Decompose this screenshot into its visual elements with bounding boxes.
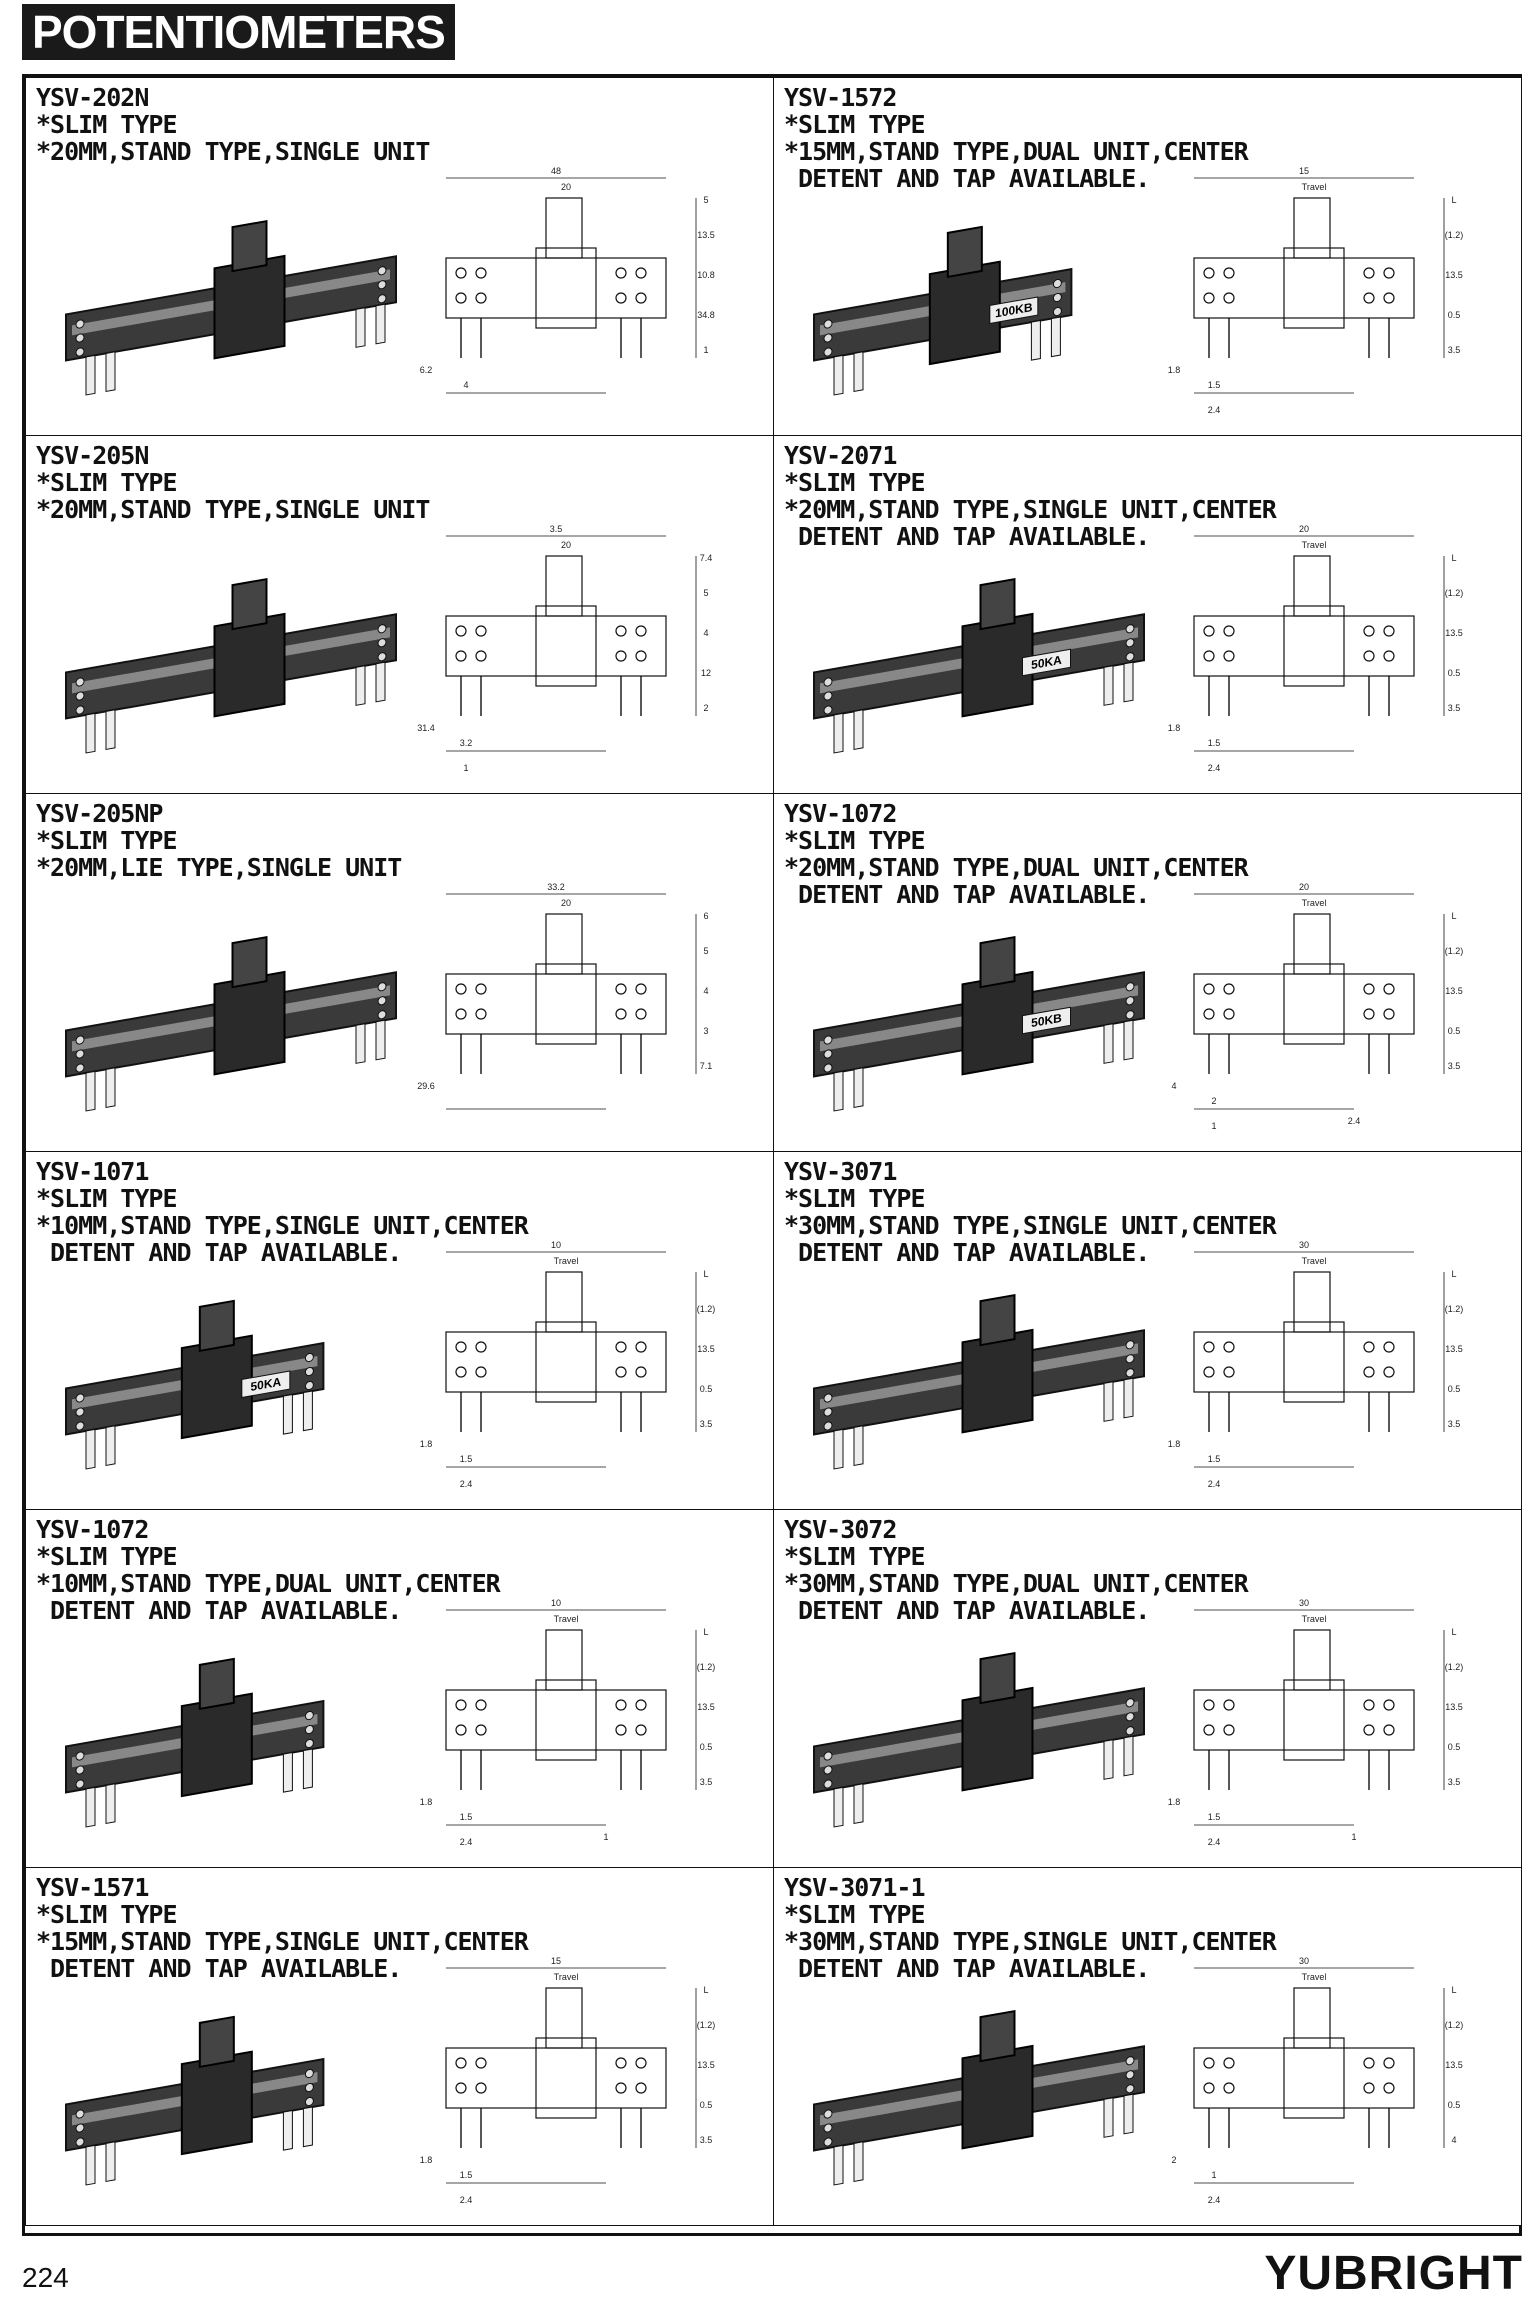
product-description — [36, 1158, 528, 1266]
dimension-label: 5 — [703, 588, 709, 598]
product-description — [36, 800, 401, 881]
dimension-label: (1.2) — [1444, 1304, 1464, 1314]
dimension-label: 2.4 — [1347, 1116, 1361, 1126]
dimension-label: 1.5 — [459, 2170, 473, 2180]
product-photo — [46, 1998, 426, 2198]
product-type: *SLIM TYPE — [36, 1900, 177, 1929]
dimension-label: 13.5 — [697, 1702, 715, 1712]
product-model: YSV-1572 — [784, 83, 897, 112]
dimension-label: 13.5 — [1445, 270, 1463, 280]
dimension-label: Travel — [553, 1972, 579, 1982]
dimension-label: 0.5 — [699, 1742, 713, 1752]
dimension-label: 29.6 — [417, 1081, 435, 1091]
dimension-label: 15 — [1298, 166, 1310, 176]
dimension-label: 20 — [1298, 524, 1310, 534]
dimension-label: Travel — [1301, 1256, 1327, 1266]
product-type: *SLIM TYPE — [36, 468, 177, 497]
dimension-label: 13.5 — [697, 230, 715, 240]
dimension-drawing — [406, 158, 766, 428]
dimension-label: 6 — [703, 911, 709, 921]
dimension-label: 1.5 — [1207, 1454, 1221, 1464]
product-spec: *20MM,STAND TYPE,DUAL UNIT,CENTER DETENT AND TAP AVAILABLE. — [784, 853, 1248, 909]
dimension-label: 2.4 — [1207, 1837, 1221, 1847]
dimension-drawing — [406, 1590, 766, 1860]
brand-logo: YUBRIGHT — [1264, 2247, 1523, 2300]
product-description — [36, 84, 429, 165]
dimension-label: 10 — [550, 1598, 562, 1608]
product-cell — [773, 435, 1522, 794]
product-photo — [794, 924, 1177, 1124]
dimension-drawing — [1154, 1590, 1514, 1860]
product-model: YSV-3072 — [784, 1515, 897, 1544]
dimension-label: 3.2 — [459, 738, 473, 748]
product-model: YSV-1071 — [36, 1157, 149, 1186]
dimension-label: 34.8 — [697, 310, 715, 320]
product-model: YSV-1072 — [784, 799, 897, 828]
dimension-label: (1.2) — [1444, 946, 1464, 956]
product-photo — [46, 208, 426, 408]
dimension-label: 13.5 — [1445, 1702, 1463, 1712]
dimension-drawing — [406, 1948, 766, 2218]
product-cell — [773, 1509, 1522, 1868]
dimension-label: 30 — [1298, 1956, 1310, 1966]
dimension-label: 1.5 — [459, 1812, 473, 1822]
product-photo — [794, 1282, 1174, 1482]
dimension-label: L — [1451, 1627, 1457, 1637]
product-description — [784, 84, 1248, 192]
dimension-label: 1 — [1211, 2170, 1217, 2180]
dimension-label: 31.4 — [417, 723, 435, 733]
product-spec: *20MM,LIE TYPE,SINGLE UNIT — [36, 853, 402, 882]
dimension-label: Travel — [1301, 1614, 1327, 1624]
dimension-label: 3.5 — [699, 1777, 713, 1787]
product-description — [36, 1874, 528, 1982]
dimension-label: 48 — [550, 166, 562, 176]
dimension-label: Travel — [553, 1256, 579, 1266]
product-photo — [46, 1282, 426, 1482]
dimension-label: 2 — [1211, 1096, 1217, 1106]
product-cell — [25, 1151, 774, 1510]
dimension-label: (1.2) — [696, 2020, 716, 2030]
dimension-drawing — [1154, 158, 1514, 428]
dimension-label: 2.4 — [1207, 2195, 1221, 2205]
product-model: YSV-1571 — [36, 1873, 149, 1902]
dimension-label: 3.5 — [1447, 1061, 1461, 1071]
dimension-label: 1.5 — [1207, 738, 1221, 748]
product-spec: *20MM,STAND TYPE,SINGLE UNIT — [36, 495, 430, 524]
dimension-label: 1.8 — [419, 1797, 433, 1807]
dimension-label: 0.5 — [1447, 310, 1461, 320]
product-description — [784, 442, 1276, 550]
dimension-label: 3 — [703, 1026, 709, 1036]
dimension-label: 2 — [703, 703, 709, 713]
dimension-label: (1.2) — [1444, 588, 1464, 598]
dimension-label: 1 — [1211, 1121, 1217, 1131]
dimension-label: 3.5 — [1447, 1419, 1461, 1429]
product-photo — [794, 1640, 1174, 1840]
product-cell — [773, 793, 1522, 1152]
dimension-label: 6.2 — [419, 365, 433, 375]
value-label: 50KA — [1031, 652, 1062, 673]
dimension-label: 20 — [560, 898, 572, 908]
product-spec: *15MM,STAND TYPE,DUAL UNIT,CENTER DETENT AND TAP AVAILABLE. — [784, 137, 1248, 193]
dimension-drawing — [406, 874, 766, 1144]
product-type: *SLIM TYPE — [784, 1184, 925, 1213]
product-type: *SLIM TYPE — [784, 1900, 925, 1929]
dimension-label: 0.5 — [1447, 1026, 1461, 1036]
dimension-label: Travel — [1301, 540, 1327, 550]
product-type: *SLIM TYPE — [784, 110, 925, 139]
dimension-label: 20 — [1298, 882, 1310, 892]
dimension-label: 1.8 — [419, 1439, 433, 1449]
product-cell — [25, 77, 774, 436]
dimension-label: L — [1451, 1985, 1457, 1995]
product-model: YSV-3071-1 — [784, 1873, 925, 1902]
product-spec: *30MM,STAND TYPE,SINGLE UNIT,CENTER DETENT AND TAP AVAILABLE. — [784, 1927, 1276, 1983]
dimension-label: 2.4 — [1207, 1479, 1221, 1489]
dimension-label: 0.5 — [1447, 2100, 1461, 2110]
dimension-label: 5 — [703, 946, 709, 956]
dimension-label: L — [1451, 1269, 1457, 1279]
value-label: 50KA — [250, 1374, 282, 1394]
product-type: *SLIM TYPE — [36, 1184, 177, 1213]
dimension-label: 1.5 — [459, 1454, 473, 1464]
dimension-label: 30 — [1298, 1240, 1310, 1250]
dimension-label: 1.5 — [1207, 1812, 1221, 1822]
dimension-label: 4 — [463, 380, 469, 390]
dimension-label: (1.2) — [1444, 1662, 1464, 1672]
dimension-label: L — [703, 1985, 709, 1995]
product-model: YSV-202N — [36, 83, 149, 112]
product-type: *SLIM TYPE — [36, 110, 177, 139]
dimension-label: 2.4 — [1207, 405, 1221, 415]
product-cell — [773, 1151, 1522, 1510]
product-model: YSV-1072 — [36, 1515, 149, 1544]
dimension-label: 4 — [703, 986, 709, 996]
product-spec: *10MM,STAND TYPE,DUAL UNIT,CENTER DETENT AND TAP AVAILABLE. — [36, 1569, 500, 1625]
dimension-label: 3.5 — [699, 2135, 713, 2145]
dimension-drawing — [406, 516, 766, 786]
product-photo — [46, 1640, 426, 1840]
dimension-drawing — [1154, 1232, 1514, 1502]
product-model: YSV-205N — [36, 441, 149, 470]
dimension-label: 1.8 — [1167, 1439, 1181, 1449]
product-spec: *30MM,STAND TYPE,DUAL UNIT,CENTER DETENT AND TAP AVAILABLE. — [784, 1569, 1248, 1625]
value-label: 50KB — [1031, 1010, 1062, 1031]
dimension-label: L — [1451, 911, 1457, 921]
product-cell — [25, 1867, 774, 2226]
dimension-label: L — [703, 1269, 709, 1279]
dimension-label: 4 — [703, 628, 709, 638]
dimension-drawing — [406, 1232, 766, 1502]
product-type: *SLIM TYPE — [784, 1542, 925, 1571]
product-photo — [46, 566, 426, 766]
dimension-label: (1.2) — [696, 1662, 716, 1672]
dimension-label: (1.2) — [1444, 2020, 1464, 2030]
dimension-label: Travel — [553, 1614, 579, 1624]
dimension-label: 1.8 — [1167, 1797, 1181, 1807]
product-spec: *20MM,STAND TYPE,SINGLE UNIT,CENTER DETENT AND TAP AVAILABLE. — [784, 495, 1276, 551]
dimension-label: 12 — [700, 668, 712, 678]
product-cell — [25, 1509, 774, 1868]
product-photo — [794, 566, 1174, 766]
dimension-label: 3.5 — [549, 524, 563, 534]
dimension-label: 1 — [703, 345, 709, 355]
dimension-label: 0.5 — [699, 2100, 713, 2110]
product-spec: *30MM,STAND TYPE,SINGLE UNIT,CENTER DETENT AND TAP AVAILABLE. — [784, 1211, 1276, 1267]
dimension-label: 1.8 — [1167, 365, 1181, 375]
product-spec: *20MM,STAND TYPE,SINGLE UNIT — [36, 137, 430, 166]
dimension-label: 4 — [1171, 1081, 1177, 1091]
product-photo — [794, 1998, 1177, 2198]
dimension-label: (1.2) — [1444, 230, 1464, 240]
product-cell — [25, 793, 774, 1152]
dimension-label: 10 — [550, 1240, 562, 1250]
dimension-drawing — [1154, 516, 1514, 786]
product-spec: *15MM,STAND TYPE,SINGLE UNIT,CENTER DETENT AND TAP AVAILABLE. — [36, 1927, 528, 1983]
product-description — [36, 442, 429, 523]
dimension-label: 3.5 — [1447, 703, 1461, 713]
dimension-label: 20 — [560, 540, 572, 550]
dimension-label: 20 — [560, 182, 572, 192]
dimension-label: 2.4 — [1207, 763, 1221, 773]
dimension-label: 0.5 — [1447, 1384, 1461, 1394]
dimension-label: 3.5 — [699, 1419, 713, 1429]
dimension-label: 0.5 — [699, 1384, 713, 1394]
dimension-label: 30 — [1298, 1598, 1310, 1608]
dimension-label: 15 — [550, 1956, 562, 1966]
dimension-drawing — [1154, 1948, 1514, 2218]
dimension-label: 13.5 — [697, 2060, 715, 2070]
value-label: 100KB — [995, 300, 1033, 321]
product-cell — [773, 77, 1522, 436]
product-description — [784, 800, 1248, 908]
product-type: *SLIM TYPE — [784, 468, 925, 497]
dimension-label: 13.5 — [1445, 986, 1463, 996]
dimension-label: Travel — [1301, 1972, 1327, 1982]
dimension-label: L — [1451, 553, 1457, 563]
product-grid — [22, 74, 1522, 2236]
dimension-label: 33.2 — [547, 882, 565, 892]
page-number: 224 — [22, 2262, 69, 2293]
dimension-label: 3.5 — [1447, 345, 1461, 355]
product-description — [784, 1516, 1248, 1624]
dimension-label: 1.5 — [1207, 380, 1221, 390]
dimension-label: L — [703, 1627, 709, 1637]
dimension-label: Travel — [1301, 898, 1327, 908]
page-title: POTENTIOMETERS — [22, 4, 455, 60]
dimension-label: 1 — [463, 763, 469, 773]
dimension-label: 13.5 — [1445, 2060, 1463, 2070]
dimension-label: 13.5 — [1445, 1344, 1463, 1354]
product-cell — [773, 1867, 1522, 2226]
dimension-label: 7.1 — [699, 1061, 713, 1071]
product-model: YSV-2071 — [784, 441, 897, 470]
dimension-drawing — [1154, 874, 1514, 1144]
product-description — [784, 1158, 1276, 1266]
dimension-label: 1.8 — [1167, 723, 1181, 733]
dimension-label: 2.4 — [459, 1837, 473, 1847]
product-cell — [25, 435, 774, 794]
dimension-label: (1.2) — [696, 1304, 716, 1314]
product-type: *SLIM TYPE — [784, 826, 925, 855]
dimension-label: 2.4 — [459, 2195, 473, 2205]
product-type: *SLIM TYPE — [36, 1542, 177, 1571]
product-photo — [46, 924, 426, 1124]
product-description — [36, 1516, 500, 1624]
dimension-label: 13.5 — [1445, 628, 1463, 638]
product-photo — [794, 208, 1174, 408]
dimension-label: 1 — [603, 1832, 609, 1842]
dimension-label: 7.4 — [699, 553, 713, 563]
dimension-label: 2 — [1171, 2155, 1177, 2165]
dimension-label: L — [1451, 195, 1457, 205]
product-description — [784, 1874, 1276, 1982]
dimension-label: 5 — [703, 195, 709, 205]
dimension-label: 10.8 — [697, 270, 715, 280]
dimension-label: 0.5 — [1447, 668, 1461, 678]
dimension-label: 3.5 — [1447, 1777, 1461, 1787]
dimension-label: 4 — [1451, 2135, 1457, 2145]
dimension-label: 13.5 — [697, 1344, 715, 1354]
dimension-label: 0.5 — [1447, 1742, 1461, 1752]
dimension-label: 2.4 — [459, 1479, 473, 1489]
dimension-label: Travel — [1301, 182, 1327, 192]
dimension-label: 1.8 — [419, 2155, 433, 2165]
product-type: *SLIM TYPE — [36, 826, 177, 855]
dimension-label: 1 — [1351, 1832, 1357, 1842]
product-spec: *10MM,STAND TYPE,SINGLE UNIT,CENTER DETENT AND TAP AVAILABLE. — [36, 1211, 528, 1267]
product-model: YSV-3071 — [784, 1157, 897, 1186]
product-model: YSV-205NP — [36, 799, 163, 828]
